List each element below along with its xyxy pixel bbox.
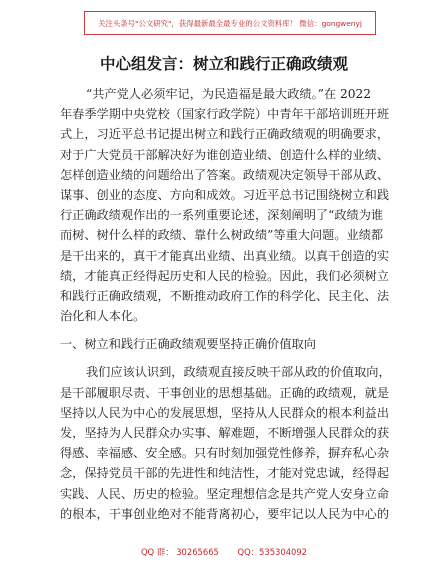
- paragraph-line: 和践行正确政绩观，不断推动政府工作的科学化、民主化、法: [60, 288, 390, 303]
- paragraph-line: 得感、幸福感、安全感。只有时刻加强党性修养，摒弃私心杂: [60, 446, 390, 461]
- paragraph-line: 我们应该认识到，政绩观直接反映干部从政的价值取向，: [86, 365, 391, 380]
- header-banner: [84, 11, 376, 35]
- footer-qq-info: QQ 群： 30265665 QQ：535304092: [140, 547, 308, 557]
- paragraph-line: 发，坚持为人民群众办实事、解难题，不断增强人民群众的获: [60, 426, 390, 440]
- paragraph-line: 绩，才能真正经得起历史和人民的检验。因此，我们必须树立: [60, 268, 390, 283]
- section-heading: 一、树立和践行正确政绩观要坚持正确价值取向: [60, 337, 316, 352]
- paragraph-line: 治化和人本化。: [60, 309, 146, 324]
- paragraph-line: 坚持以人民为中心的发展思想，坚持从人民群众的根本利益出: [60, 405, 390, 420]
- paragraph-line: 怎样创造业绩的问题给出了答案。政绩观决定领导干部从政、: [60, 167, 390, 182]
- paragraph-line: 行正确政绩观作出的一系列重要论述，深刻阐明了“政绩为谁: [60, 208, 384, 223]
- paragraph-line: 实践、人民、历史的检验。坚定理想信念是共产党人安身立命: [60, 486, 390, 501]
- document-title: 中心组发言：树立和践行正确政绩观: [99, 55, 348, 73]
- paragraph-line: 对于广大党员干部解决好为谁创造业绩、创造什么样的业绩、: [60, 147, 390, 162]
- paragraph-1: [60, 84, 392, 326]
- document-body: [60, 84, 392, 524]
- paragraph-2: [60, 362, 392, 524]
- paragraph-line: 念，保持党员干部的先进性和纯洁性，才能对党忠诚，经得起: [60, 466, 390, 481]
- paragraph-line: 是干出来的，真干才能真出业绩、出真业绩。以真干创造的实: [60, 248, 390, 263]
- paragraph-line: 而树、树什么样的政绩、靠什么树政绩”等重大问题。业绩都: [60, 228, 384, 243]
- paragraph-line: “共产党人必须牢记，为民造福是最大政绩。”在 2022: [86, 87, 372, 101]
- paragraph-line: 年春季学期中央党校（国家行政学院）中青年干部培训班开班: [60, 107, 390, 122]
- header-banner-text: 关注头条号"公文研究"，获得最新最全最专业的公文资料库！ 微信：gongwenyj: [98, 18, 362, 28]
- paragraph-line: 谋事、创业的态度、方向和成效。习近平总书记围绕树立和践: [60, 187, 390, 202]
- paragraph-line: 是干部履职尽责、干事创业的思想基础。正确的政绩观，就是: [60, 385, 390, 400]
- paragraph-line: 式上，习近平总书记提出树立和践行正确政绩观的明确要求，: [60, 127, 390, 142]
- paragraph-line: 的根本，干事创业绝对不能背离初心，要牢记以人民为中心的: [60, 506, 390, 521]
